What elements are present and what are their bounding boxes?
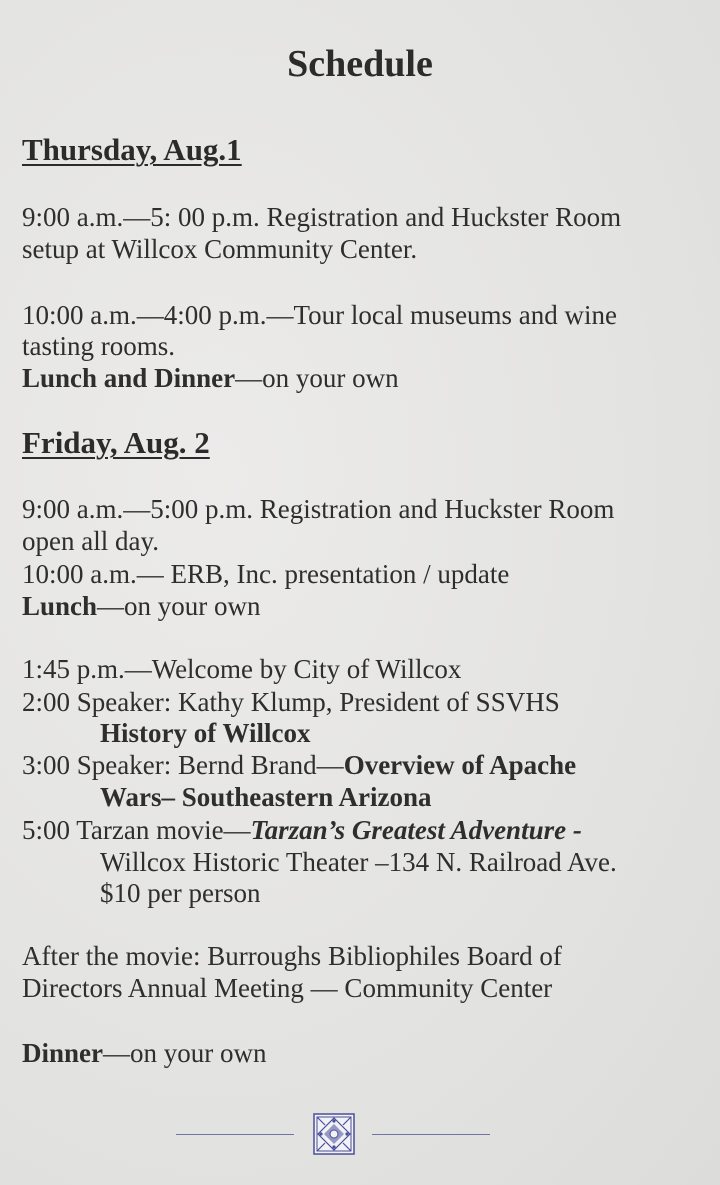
friday-line-3: 10:00 a.m.— ERB, Inc. presentation / update: [22, 559, 510, 589]
thursday-meals-note: —on your own: [235, 363, 399, 393]
thursday-line-3: 10:00 a.m.—4:00 p.m.—Tour local museums and wine: [22, 300, 618, 330]
friday-speaker-1: 2:00 Speaker: Kathy Klump, President of SSVHS: [22, 687, 560, 717]
friday-lunch: [22, 590, 261, 622]
friday-welcome: 1:45 p.m.—Welcome by City of Willcox: [22, 654, 462, 684]
thursday-line-1: 9:00 a.m.—5: 00 p.m. Registration and Huckster Room: [22, 202, 622, 232]
friday-line-1: 9:00 a.m.—5:00 p.m. Registration and Huckster Room: [22, 494, 615, 524]
friday-movie: [22, 814, 582, 846]
footer-ornament: [0, 1113, 720, 1157]
friday-movie-venue: Willcox Historic Theater –134 N. Railroad Ave.: [100, 847, 617, 877]
friday-movie-price: $10 per person: [100, 878, 261, 908]
ornament-rule-right: [372, 1134, 490, 1135]
friday-lunch-label: Lunch: [22, 591, 98, 621]
friday-speaker-2: [22, 749, 576, 781]
friday-movie-title: Tarzan’s Greatest Adventure -: [250, 815, 582, 845]
friday-speaker-2-title-b: Wars– Southeastern Arizona: [100, 782, 432, 812]
friday-heading: Friday, Aug. 2: [22, 425, 210, 460]
friday-speaker-1-title: History of Willcox: [100, 718, 311, 748]
friday-movie-time: 5:00 Tarzan movie—: [22, 815, 251, 845]
friday-line-2: open all day.: [22, 526, 159, 556]
friday-speaker-2-name: 3:00 Speaker: Bernd Brand—: [22, 750, 344, 780]
friday-dinner-note: —on your own: [103, 1038, 267, 1068]
thursday-meals: [22, 362, 399, 394]
quilt-tile-icon: [313, 1113, 355, 1155]
friday-dinner-label: Dinner: [22, 1038, 103, 1068]
friday-after-2: Directors Annual Meeting — Community Center: [22, 973, 553, 1003]
thursday-heading: Thursday, Aug.1: [22, 132, 242, 167]
page-title: Schedule: [287, 43, 433, 85]
friday-dinner: [22, 1037, 267, 1069]
friday-after-1: After the movie: Burroughs Bibliophiles Board of: [22, 941, 562, 971]
friday-lunch-note: —on your own: [97, 591, 261, 621]
thursday-line-2: setup at Willcox Community Center.: [22, 234, 418, 264]
ornament-rule-left: [176, 1134, 294, 1135]
thursday-line-4: tasting rooms.: [22, 331, 175, 361]
thursday-meals-label: Lunch and Dinner: [22, 363, 236, 393]
friday-speaker-2-title-a: Overview of Apache: [343, 750, 577, 780]
